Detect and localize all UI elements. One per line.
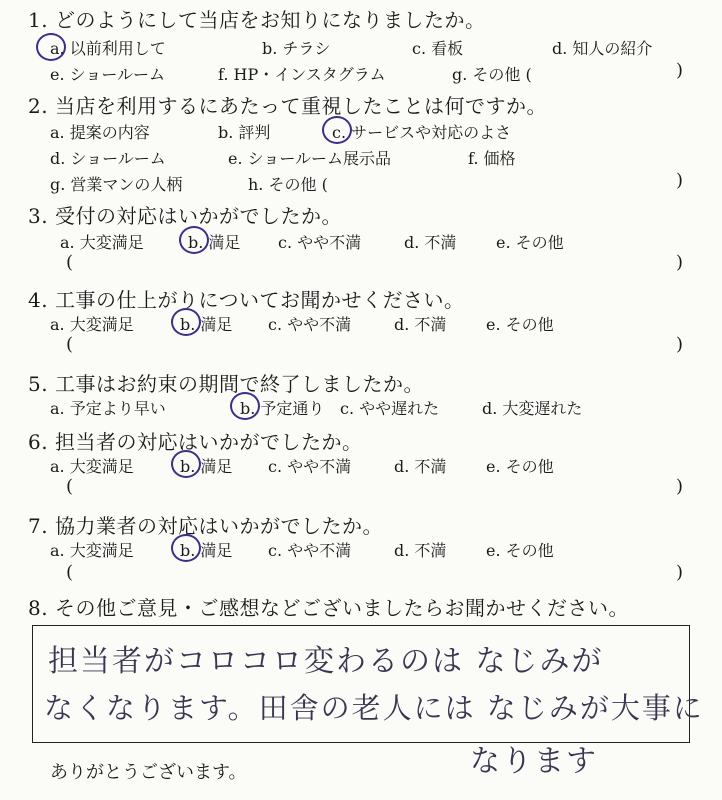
paren-close: ) xyxy=(676,60,684,81)
q7-option-b[interactable]: b. 満足 xyxy=(180,541,233,560)
q1-option-b[interactable]: b. チラシ xyxy=(262,39,331,58)
q6-option-d[interactable]: d. 不満 xyxy=(394,457,447,476)
q4-option-b[interactable]: b. 満足 xyxy=(180,315,233,334)
q3-option-d[interactable]: d. 不満 xyxy=(404,233,457,252)
q5-option-a[interactable]: a. 予定より早い xyxy=(50,399,166,418)
q1-option-a[interactable]: a. 以前利用して xyxy=(50,39,166,58)
q5-option-b[interactable]: b. 予定通り xyxy=(240,399,325,418)
q5-option-c[interactable]: c. やや遅れた xyxy=(340,399,440,418)
q7-option-d[interactable]: d. 不満 xyxy=(394,541,447,560)
question-2: 2. 当店を利用するにあたって重視したことは何ですか。 xyxy=(28,94,547,118)
q2-option-b[interactable]: b. 評判 xyxy=(218,123,271,142)
thanks-text: ありがとうございます。 xyxy=(50,762,247,783)
paren-close: ) xyxy=(676,562,684,583)
q2-option-d[interactable]: d. ショールーム xyxy=(50,149,166,168)
q1-option-d[interactable]: d. 知人の紹介 xyxy=(552,39,653,58)
q2-option-e[interactable]: e. ショールーム展示品 xyxy=(228,149,392,168)
question-1: 1. どのようにして当店をお知りになりましたか。 xyxy=(28,8,486,32)
q1-option-e[interactable]: e. ショールーム xyxy=(50,65,166,84)
paren-close: ) xyxy=(676,334,684,355)
paren-open: ( xyxy=(66,476,74,497)
q6-option-b[interactable]: b. 満足 xyxy=(180,457,233,476)
paren-close: ) xyxy=(676,252,684,273)
q1-option-c[interactable]: c. 看板 xyxy=(412,39,464,58)
paren-close: ) xyxy=(676,170,684,191)
q2-option-g[interactable]: g. 営業マンの人柄 xyxy=(50,175,183,194)
q6-option-a[interactable]: a. 大変満足 xyxy=(50,457,134,476)
q2-option-a[interactable]: a. 提案の内容 xyxy=(50,123,150,142)
q4-option-c[interactable]: c. やや不満 xyxy=(268,315,352,334)
q5-option-d[interactable]: d. 大変遅れた xyxy=(482,399,583,418)
question-5: 5. 工事はお約束の期間で終了しましたか。 xyxy=(28,372,424,396)
paren-open: ( xyxy=(66,334,74,355)
q6-option-c[interactable]: c. やや不満 xyxy=(268,457,352,476)
question-4: 4. 工事の仕上がりについてお聞かせください。 xyxy=(28,288,465,312)
paren-open: ( xyxy=(66,252,74,273)
question-3: 3. 受付の対応はいかがでしたか。 xyxy=(28,204,342,228)
q7-option-c[interactable]: c. やや不満 xyxy=(268,541,352,560)
question-8: 8. その他ご意見・ご感想などございましたらお聞かせください。 xyxy=(28,596,629,620)
q3-option-a[interactable]: a. 大変満足 xyxy=(60,233,144,252)
q1-option-g[interactable]: g. その他 ( xyxy=(452,65,532,84)
q2-option-h[interactable]: h. その他 ( xyxy=(248,175,328,194)
handwritten-comment-line-1: 担当者がコロコロ変わるのは なじみが xyxy=(48,644,604,679)
q2-option-f[interactable]: f. 価格 xyxy=(468,149,516,168)
q4-option-a[interactable]: a. 大変満足 xyxy=(50,315,134,334)
q2-option-c[interactable]: c. サービスや対応のよさ xyxy=(332,123,512,142)
paren-close: ) xyxy=(676,476,684,497)
q3-option-e[interactable]: e. その他 xyxy=(496,233,564,252)
q4-option-d[interactable]: d. 不満 xyxy=(394,315,447,334)
question-7: 7. 協力業者の対応はいかがでしたか。 xyxy=(28,514,383,538)
q4-option-e[interactable]: e. その他 xyxy=(486,315,554,334)
q3-option-b[interactable]: b. 満足 xyxy=(188,233,241,252)
q3-option-c[interactable]: c. やや不満 xyxy=(278,233,362,252)
handwritten-comment-line-3: なります xyxy=(470,744,598,779)
q6-option-e[interactable]: e. その他 xyxy=(486,457,554,476)
q7-option-a[interactable]: a. 大変満足 xyxy=(50,541,134,560)
handwritten-comment-line-2: なくなります。田舎の老人には なじみが大事に xyxy=(44,691,704,725)
paren-open: ( xyxy=(66,562,74,583)
question-6: 6. 担当者の対応はいかがでしたか。 xyxy=(28,430,363,454)
q7-option-e[interactable]: e. その他 xyxy=(486,541,554,560)
q1-option-f[interactable]: f. HP・インスタグラム xyxy=(218,65,386,84)
